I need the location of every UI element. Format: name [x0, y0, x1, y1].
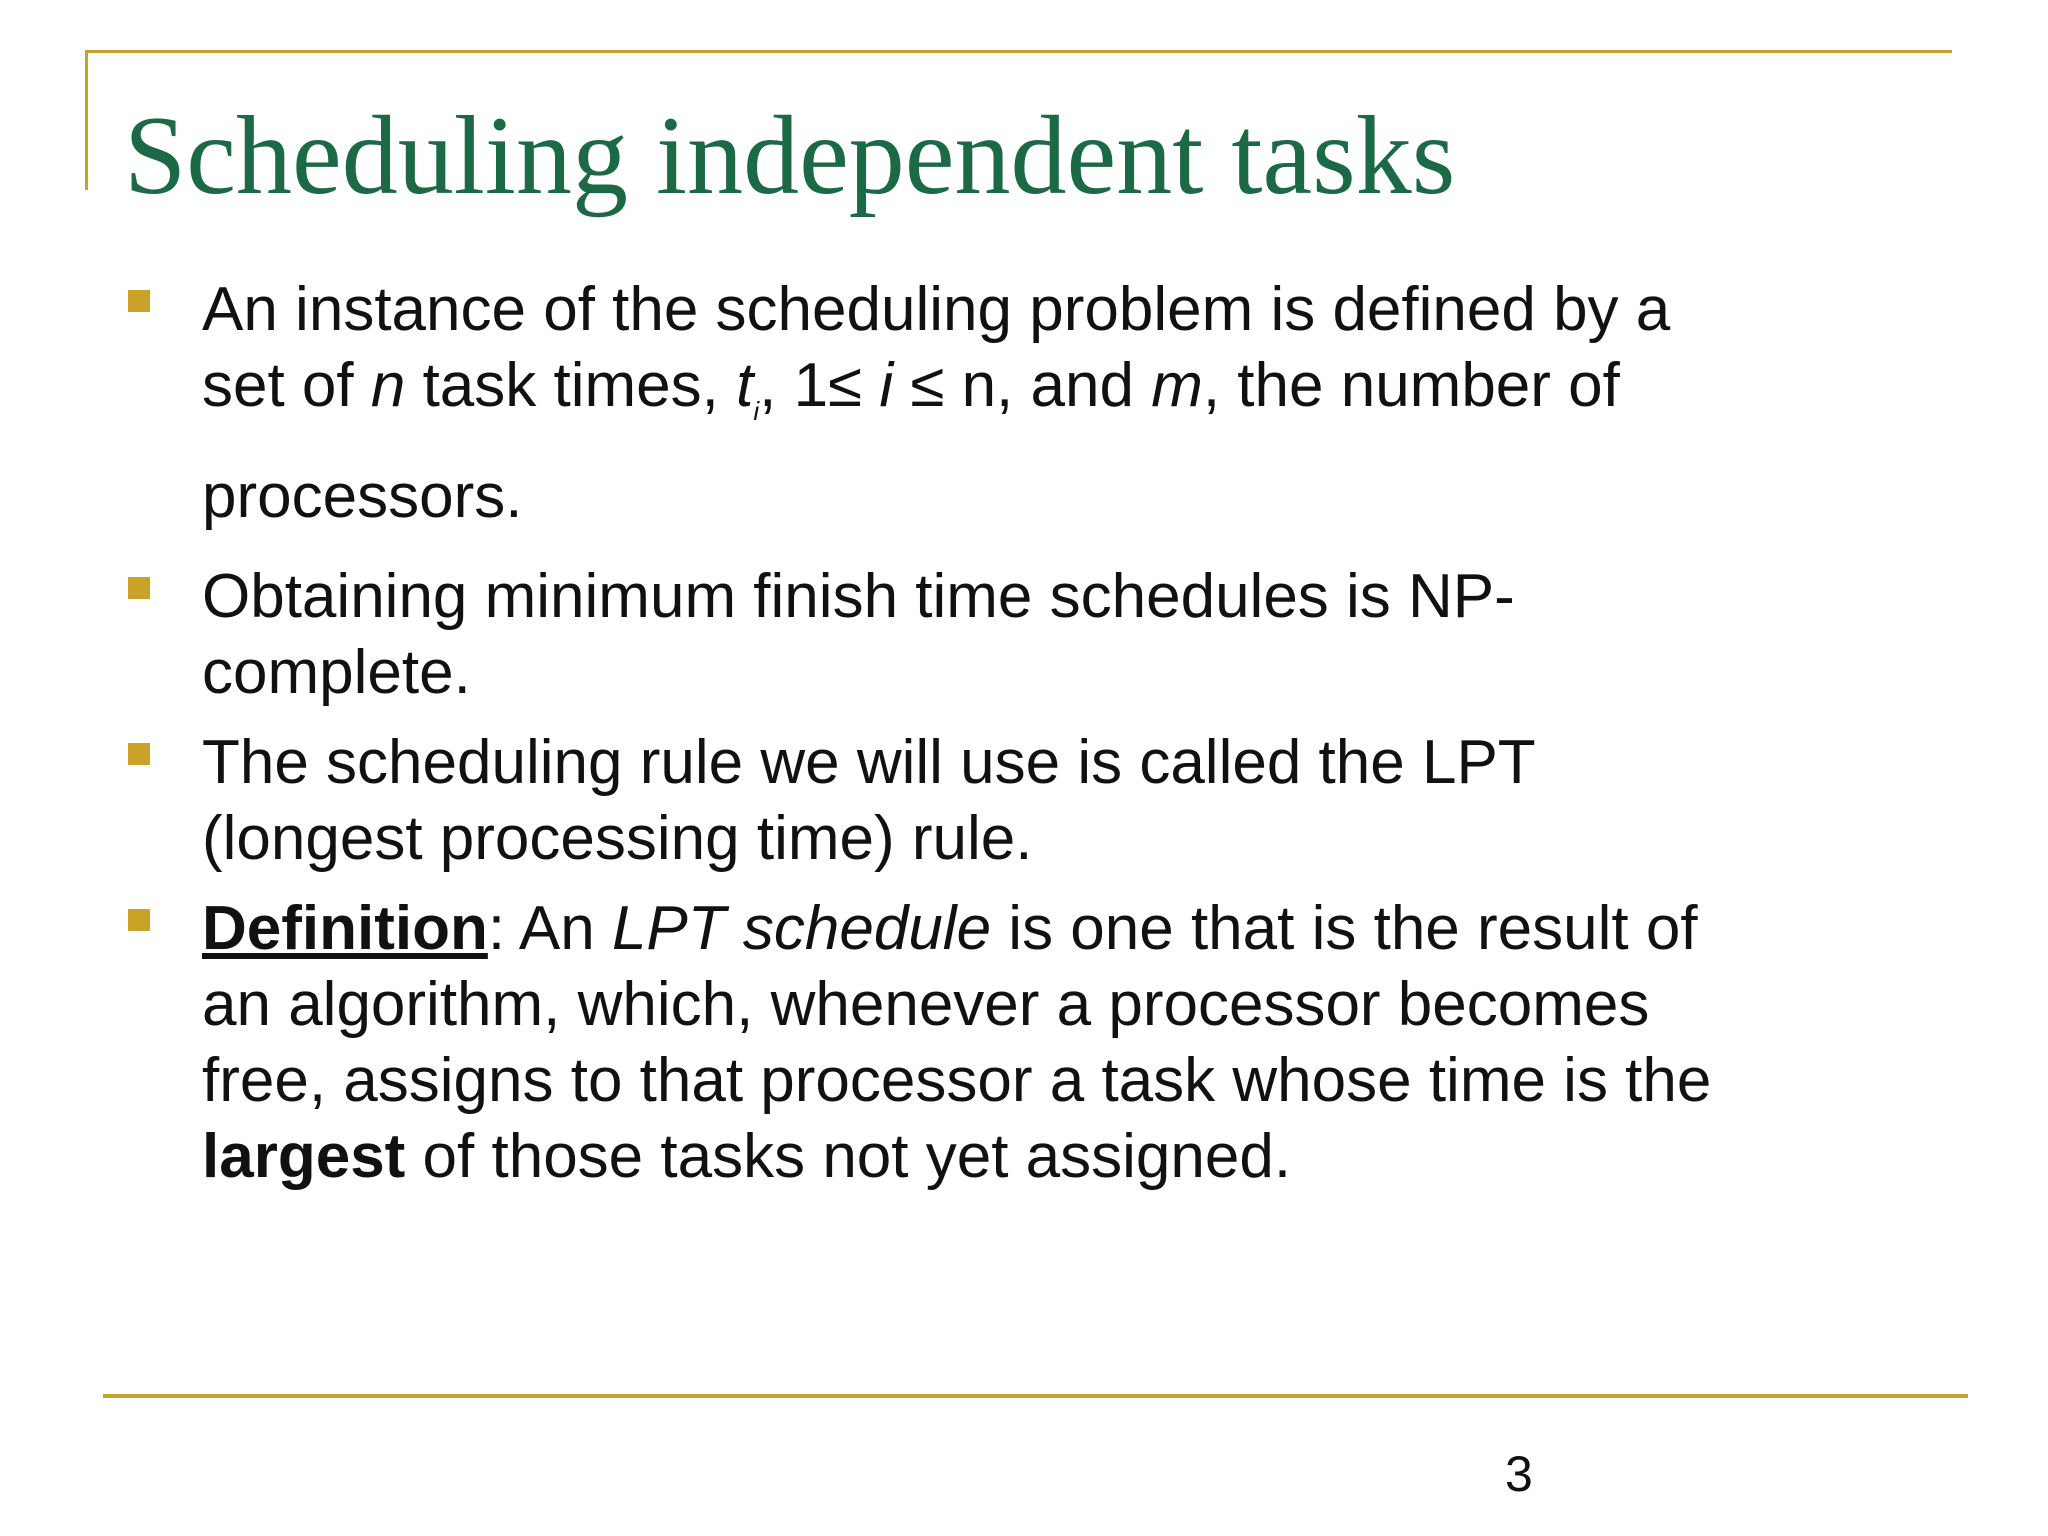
- bullet-text-line: (longest processing time) rule.: [202, 804, 1033, 873]
- variable-m: m: [1151, 351, 1203, 420]
- largest-emphasis: largest: [202, 1122, 406, 1191]
- text-run: : An: [487, 894, 612, 963]
- slide-title: Scheduling independent tasks: [124, 94, 1456, 218]
- square-bullet-icon: [128, 909, 150, 931]
- bullet-text-line: complete.: [202, 638, 471, 707]
- bullet-item: [124, 272, 1944, 545]
- lpt-schedule-term: LPT schedule: [611, 894, 992, 963]
- bullet-text-line: The scheduling rule we will use is called the LPT: [202, 728, 1536, 797]
- variable-n: n: [370, 351, 406, 420]
- text-run: of those tasks not yet assigned.: [405, 1122, 1292, 1191]
- bullet-text-line: an algorithm, which, whenever a processor becomes: [202, 970, 1650, 1039]
- text-run: task times,: [405, 351, 737, 420]
- bullet-text-line: Obtaining minimum finish time schedules is NP-: [202, 562, 1515, 631]
- text-run: set of: [202, 351, 371, 420]
- variable-i: i: [879, 351, 894, 420]
- subscript-i: i: [753, 396, 760, 426]
- bullet-text-line: An instance of the scheduling problem is defined by a: [202, 275, 1671, 344]
- variable-t: t: [736, 351, 754, 420]
- bullet-text-line: free, assigns to that processor a task whose time is the: [202, 1046, 1712, 1115]
- bullet-list: [124, 272, 1944, 1195]
- bullet-text-line: [202, 1119, 1944, 1195]
- frame-left-rule: [85, 50, 88, 190]
- square-bullet-icon: [128, 743, 150, 765]
- bullet-text-line: processors.: [202, 462, 523, 531]
- frame-top-rule: [85, 50, 1952, 53]
- bullet-text-line: [202, 348, 1944, 449]
- text-run: is one that is the result of: [991, 894, 1698, 963]
- text-run: , the number of: [1202, 351, 1620, 420]
- frame-bottom-rule: [103, 1394, 1968, 1398]
- square-bullet-icon: [128, 290, 150, 312]
- definition-term: Definition: [202, 894, 488, 963]
- bullet-item: [124, 725, 1944, 877]
- bullet-text-line: [202, 891, 1944, 967]
- square-bullet-icon: [128, 577, 150, 599]
- text-run: ≤ n, and: [893, 351, 1152, 420]
- bullet-item: [124, 891, 1944, 1195]
- text-run: , 1≤: [759, 351, 880, 420]
- page-number: 3: [1505, 1446, 1533, 1502]
- bullet-item: [124, 559, 1944, 711]
